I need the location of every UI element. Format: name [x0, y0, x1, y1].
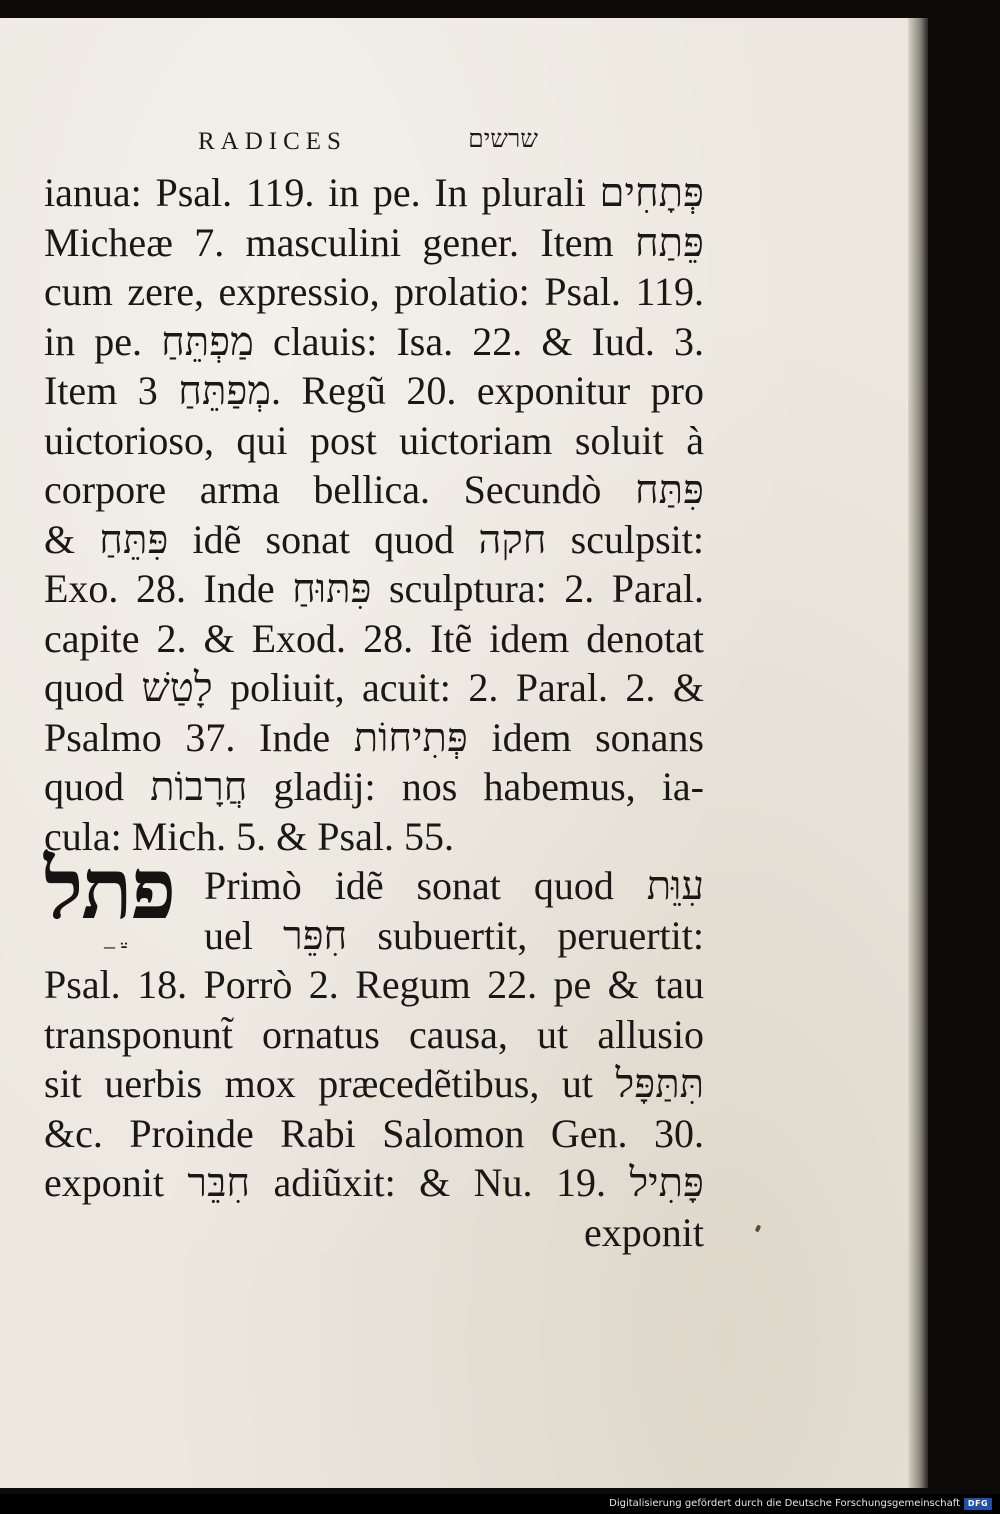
dfg-logo: DFG [964, 1498, 992, 1510]
text-line: uictorioso, qui post uictoriam soluit à [44, 417, 704, 463]
text-line: quod חֲרָבוֹת gladĳ: nos habemus, ia- [44, 764, 705, 809]
text-line: & פִּתֵּחַ idẽ sonat quod חקה sculpsit: [44, 516, 704, 562]
main-text-block [44, 168, 704, 1257]
digitization-credit: Digitalisierung gefördert durch die Deutsche Forschungsgemeinschaft [609, 1498, 960, 1509]
text-line: ianua: Psal. 119. in pe. In plurali פְּתָחִים [44, 170, 704, 215]
text-line: capite 2. & Exod. 28. Itẽ idem denotat [44, 615, 704, 661]
text-line: exponit חִבֵּר adiũxit: & Nu. 19. פָּתִיל [44, 1160, 704, 1205]
headword-hebrew: פתל [44, 844, 175, 937]
page-edge-shadow [908, 18, 928, 1488]
text-line: Psal. 18. Porrò 2. Regum 22. pe & tau [44, 962, 704, 1007]
text-line: Item מְפַתֵּחַ 3. Regũ 20. exponitur pro [44, 368, 704, 413]
entry-second-line: uel חִפֵּר subuertit, peruertit: [204, 912, 704, 958]
text-line: Micheæ 7. masculini gener. Item פֵּתַח [44, 219, 704, 265]
entry-first-line: Primò idẽ sonat quod עִוֵּת [204, 863, 704, 908]
text-line: Exo. 28. Inde פִּתּוּחַ sculptura: 2. Paral. [44, 566, 704, 611]
running-head [198, 128, 538, 162]
running-head-latin: RADICES [198, 128, 347, 155]
entry-headword [44, 844, 200, 958]
text-line: cula: Mich. 5. & Psal. 55. [44, 813, 454, 859]
text-line: Psalmo 37. Inde פְּתִיחוֹת idem sonans [44, 714, 704, 760]
text-line: quod לָטַשׁ poliuit, acuit: 2. Paral. 2. & [44, 665, 705, 710]
catchword: exponit [584, 1209, 704, 1255]
text-line: sit uerbis mox præcedẽtibus, ut תִּתַּפָּל [44, 1061, 704, 1106]
running-head-hebrew: שרשים [468, 126, 538, 153]
text-line: &c. Proinde Rabi Salomon Gen. 30. [44, 1110, 704, 1156]
text-line: in pe. מַפְתֵּחַ clauis: Isa. 22. & Iud. 3. [44, 318, 704, 364]
headword-vowel-marks: – ⸚ [104, 933, 128, 958]
text-line: cum zere, expressio, prolatio: Psal. 119. [44, 269, 704, 314]
text-line: transponunt̃ ornatus causa, ut allusio [44, 1011, 704, 1057]
text-line: corpore arma bellica. Secundò פִּתַּח [44, 467, 704, 512]
